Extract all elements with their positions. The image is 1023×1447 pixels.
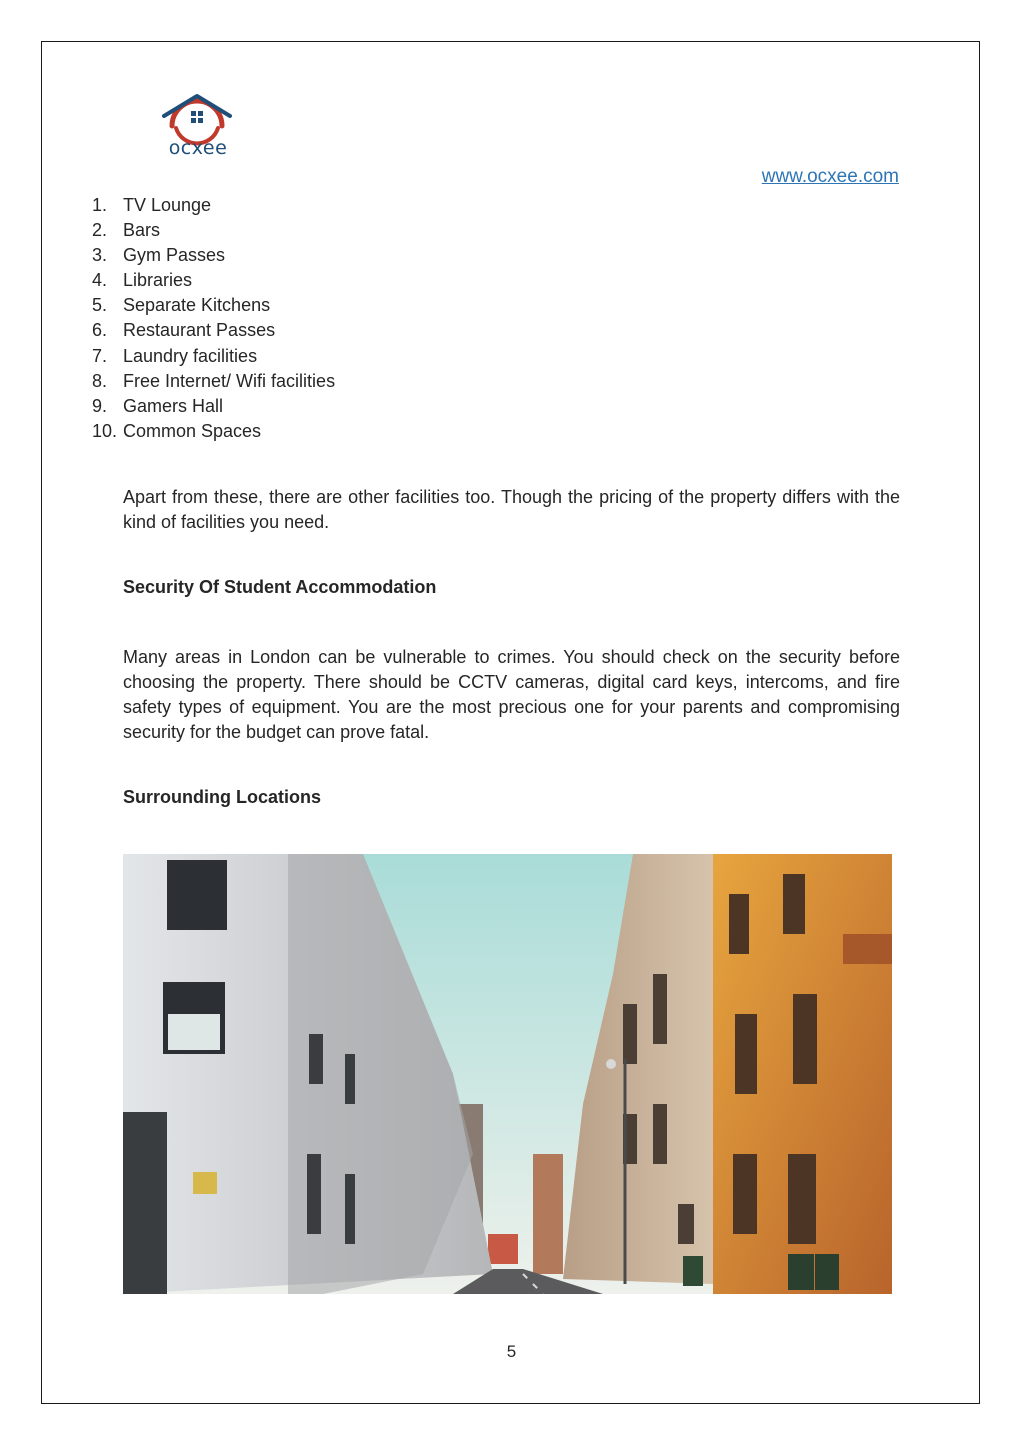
- street-photo: [123, 854, 892, 1294]
- intro-paragraph: Apart from these, there are other facilities too. Though the pricing of the property differs with the kind of facilities you need.: [123, 487, 900, 532]
- list-item: 6. Restaurant Passes: [92, 320, 276, 341]
- website-link[interactable]: www.ocxee.com: [761, 166, 899, 187]
- list-item: 9. Gamers Hall: [92, 395, 224, 416]
- list-item: 7. Laundry facilities: [92, 345, 258, 366]
- list-item: 2. Bars: [92, 220, 161, 241]
- list-item: 5. Separate Kitchens: [92, 295, 271, 316]
- security-heading: Security Of Student Accommodation: [123, 577, 437, 597]
- logo-text: ocxee: [168, 137, 228, 159]
- list-item: 4. Libraries: [92, 270, 193, 291]
- list-item: 10. Common Spaces: [92, 420, 262, 441]
- security-paragraph: Many areas in London can be vulnerable to crimes. You should check on the security before choosing the property. There should be CCTV cameras, digital card keys, intercoms, and fire safety types of equipment. You are the most precious one for your parents and compromising security for the budget can prove fatal.: [123, 647, 900, 742]
- facility-list: [92, 193, 335, 444]
- list-item: 8. Free Internet/ Wifi facilities: [92, 370, 336, 391]
- surrounding-heading: Surrounding Locations: [123, 787, 321, 807]
- page-number: 5: [506, 1342, 517, 1361]
- list-item: 3. Gym Passes: [92, 245, 226, 266]
- list-item: 1. TV Lounge: [92, 195, 212, 215]
